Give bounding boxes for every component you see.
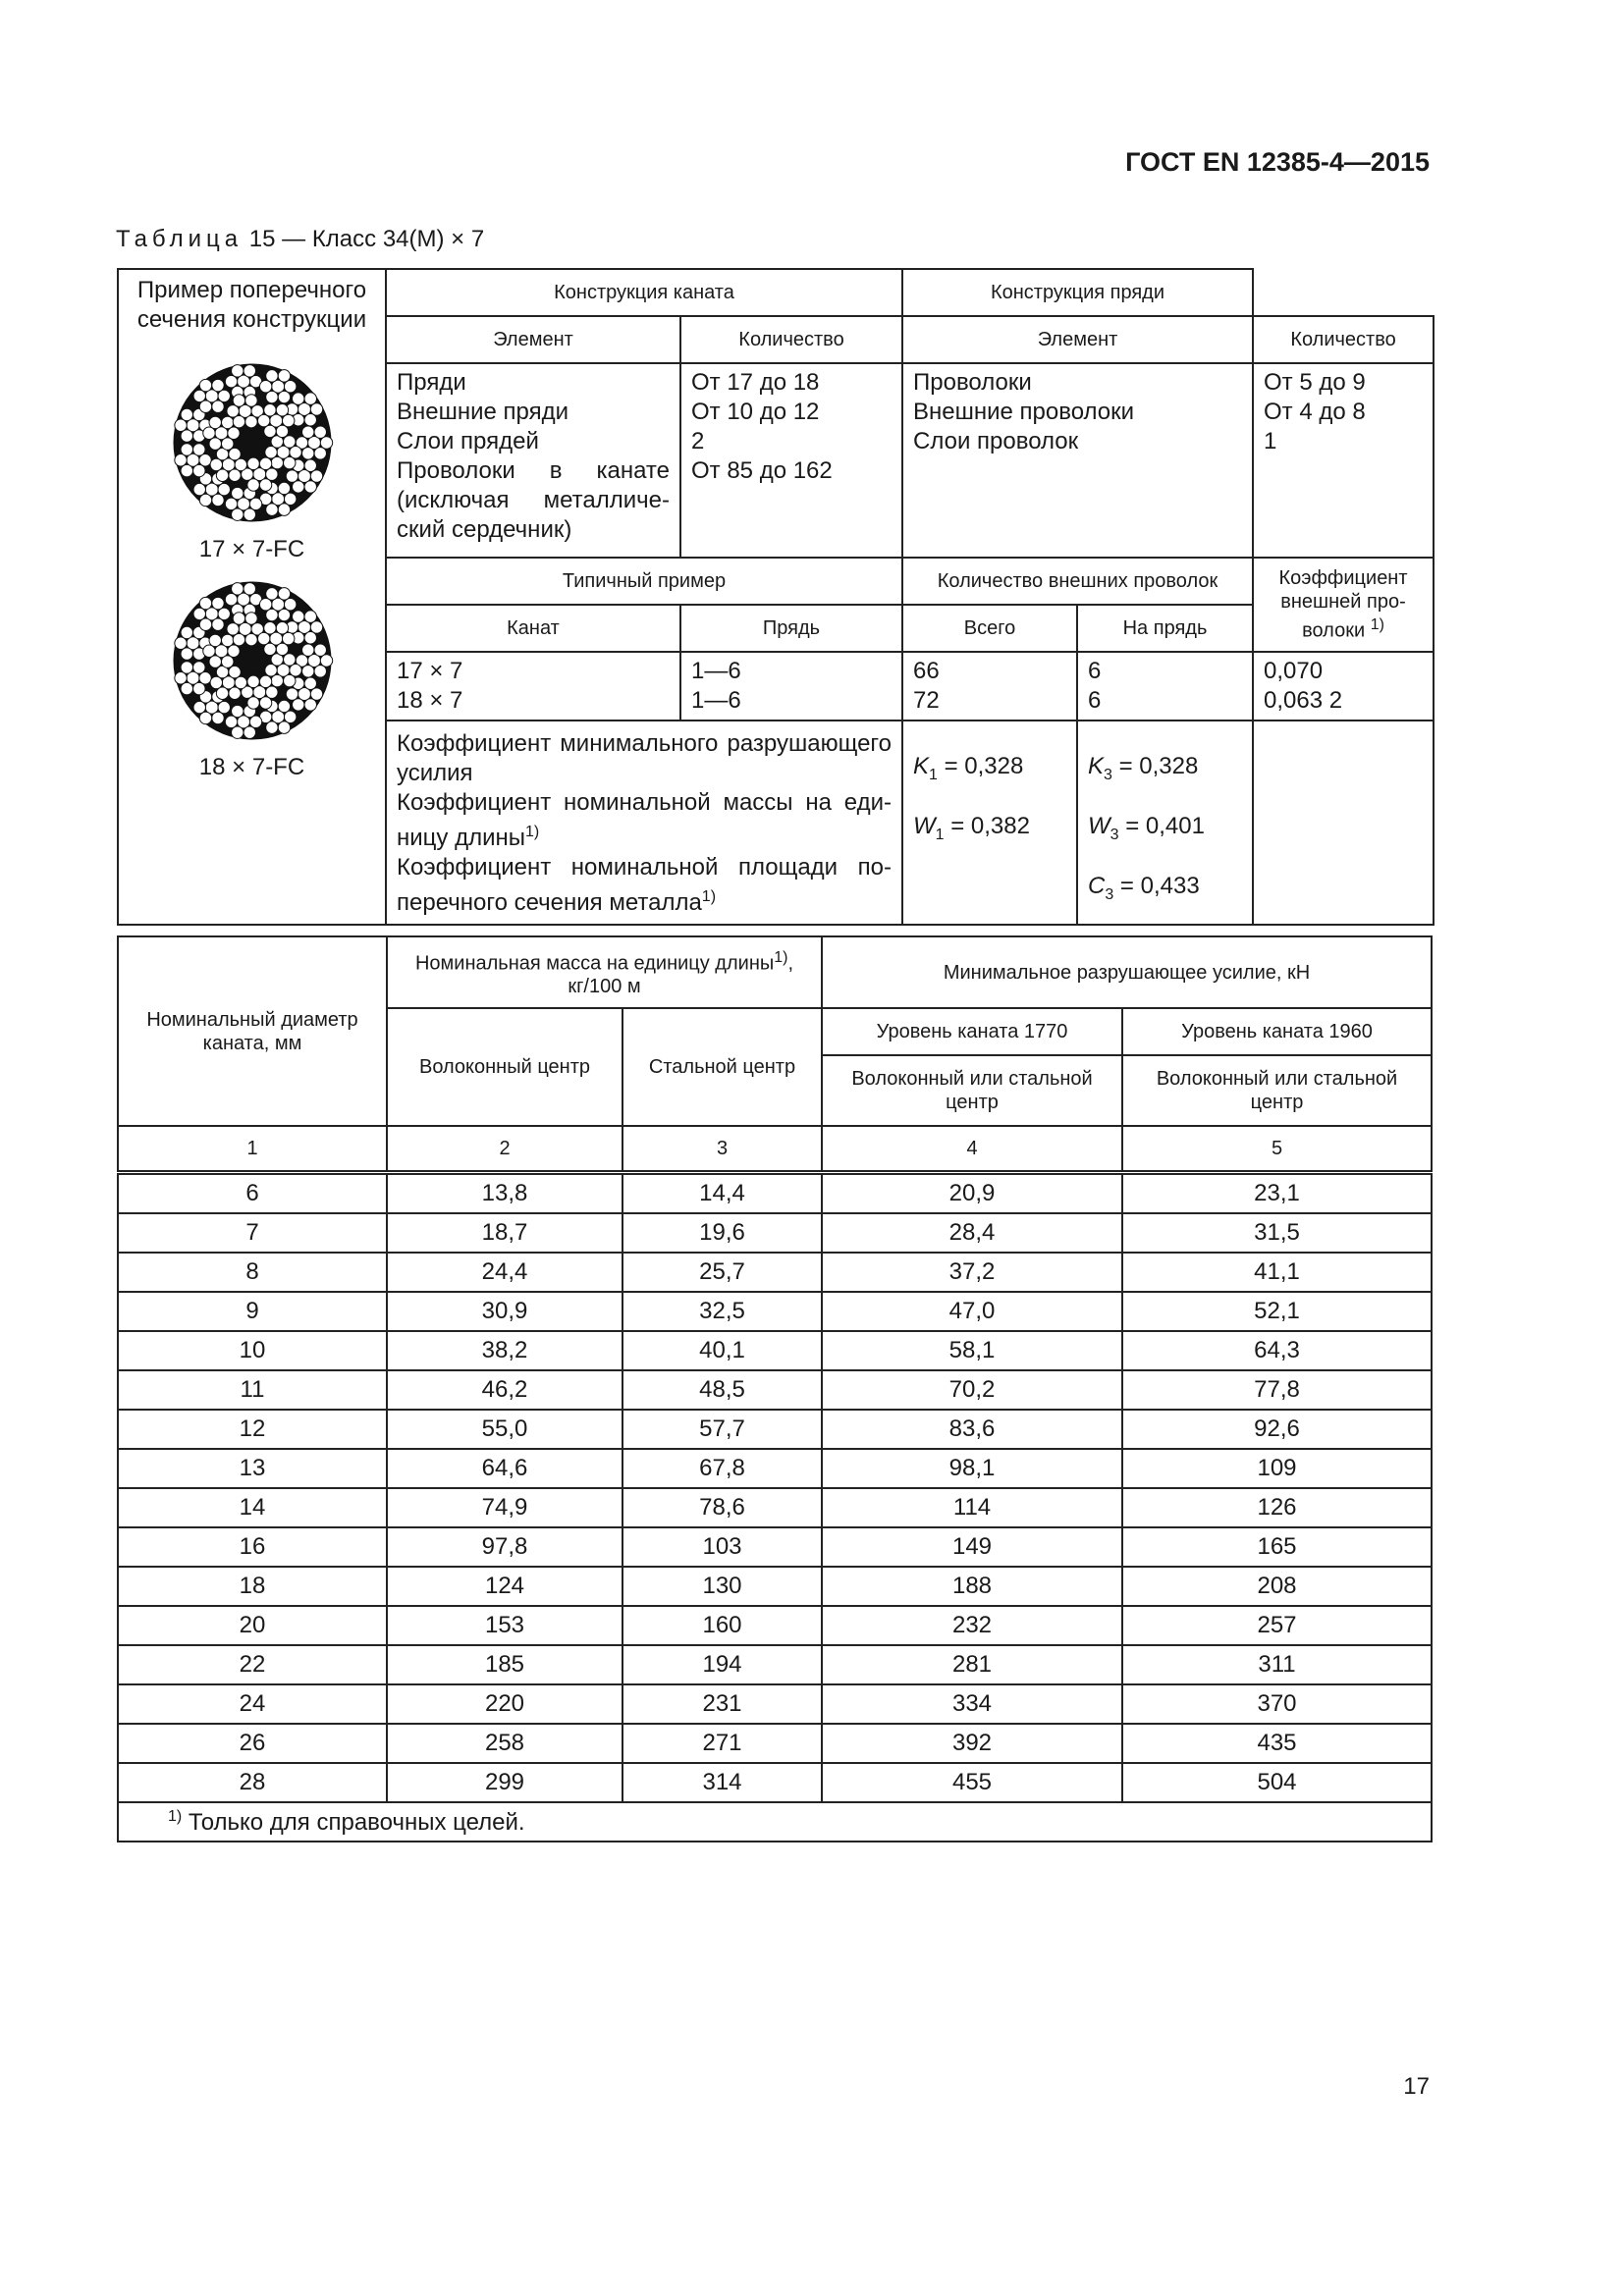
table-cell: 8	[118, 1253, 387, 1292]
strand-column-header: Прядь	[680, 605, 902, 652]
table-cell: 455	[822, 1763, 1122, 1802]
k3-factor: $K_3 = 0,328$	[1088, 753, 1199, 783]
table-cell: 126	[1122, 1488, 1432, 1527]
table-cell: 26	[118, 1724, 387, 1763]
table-row	[118, 1763, 1432, 1802]
table-cell: 160	[623, 1606, 822, 1645]
table-cell: 124	[387, 1567, 623, 1606]
table-cell: 149	[822, 1527, 1122, 1567]
w1-factor: $W_1 = 0,382$	[913, 812, 1030, 843]
column-number: 4	[822, 1126, 1122, 1173]
steel-core-header: Стальной центр	[623, 1008, 822, 1126]
table-cell: 58,1	[822, 1331, 1122, 1370]
table-cell: 64,3	[1122, 1331, 1432, 1370]
typical-rope-values	[386, 652, 680, 721]
table-row	[118, 1331, 1432, 1370]
cross-section-examples	[118, 269, 386, 925]
k1-factor: $K_1 = 0,328$	[913, 753, 1024, 783]
table-cell: 14,4	[623, 1173, 822, 1214]
table-cell: 74,9	[387, 1488, 623, 1527]
table-cell: 11	[118, 1370, 387, 1410]
factor-descriptions	[386, 721, 902, 925]
table-cell: 40,1	[623, 1331, 822, 1370]
table-row	[118, 1213, 1432, 1253]
example-title: Пример поперечного сечения конструкции	[136, 277, 367, 333]
table-cell: 97,8	[387, 1527, 623, 1567]
table-row	[118, 1724, 1432, 1763]
rope-element: Пряди	[397, 369, 466, 396]
table-cell: 334	[822, 1684, 1122, 1724]
strand-quantity: 1	[1264, 428, 1277, 454]
table-cell: 37,2	[822, 1253, 1122, 1292]
typical-strand: 1—6	[691, 658, 741, 684]
mass-header: Номинальная масса на единицу длины$^{1)}$, кг/100 м	[387, 936, 822, 1008]
values-table	[117, 935, 1433, 1842]
typical-strand-values	[680, 652, 902, 721]
table-cell: 7	[118, 1213, 387, 1253]
table-cell: 28	[118, 1763, 387, 1802]
table-cell: 25,7	[623, 1253, 822, 1292]
per-strand-column-header: На прядь	[1077, 605, 1253, 652]
rope-element: Слои прядей	[397, 428, 539, 454]
strand-element: Проволоки	[913, 369, 1032, 396]
table-row	[118, 1292, 1432, 1331]
table-cell: 370	[1122, 1684, 1432, 1724]
table-cell: 23,1	[1122, 1173, 1432, 1214]
typical-rope: 18 × 7	[397, 687, 463, 714]
strand-quantity: От 5 до 9	[1264, 369, 1366, 396]
table-cell: 24,4	[387, 1253, 623, 1292]
table-row	[118, 1173, 1432, 1214]
table-cell: 12	[118, 1410, 387, 1449]
table-cell: 28,4	[822, 1213, 1122, 1253]
table-cell: 83,6	[822, 1410, 1122, 1449]
fiber-or-steel-header: Волоконный или стальной центр	[1122, 1055, 1432, 1126]
table-cell: 208	[1122, 1567, 1432, 1606]
outer-wires-total: 66	[913, 658, 940, 684]
table-cell: 55,0	[387, 1410, 623, 1449]
table-cell: 19,6	[623, 1213, 822, 1253]
rope-construction-header: Конструкция каната	[386, 269, 902, 316]
rope-elements	[386, 363, 680, 558]
outer-wires-total-values	[902, 652, 1077, 721]
table-cell: 220	[387, 1684, 623, 1724]
rope-column-header: Канат	[386, 605, 680, 652]
diameter-header: Номинальный диаметр каната, мм	[118, 936, 387, 1126]
table-cell: 231	[623, 1684, 822, 1724]
table-row	[118, 1488, 1432, 1527]
rope-quantity: От 85 до 162	[691, 457, 833, 484]
caption-title: 15 — Класс 34(M) × 7	[248, 226, 485, 252]
table-cell: 98,1	[822, 1449, 1122, 1488]
empty-cell	[1253, 721, 1434, 925]
rope-quantity-header: Количество	[680, 316, 902, 363]
table-cell: 6	[118, 1173, 387, 1214]
table-cell: 9	[118, 1292, 387, 1331]
w3-factor: $W_3 = 0,401$	[1088, 812, 1205, 843]
rope-quantity: 2	[691, 428, 705, 454]
table-cell: 271	[623, 1724, 822, 1763]
outer-wires-header: Количество внешних проволок	[902, 558, 1253, 605]
figure-label-18x7: 18 × 7-FC	[198, 754, 305, 780]
strand-element: Слои проволок	[913, 428, 1079, 454]
rope-cross-section-icon	[164, 354, 341, 531]
table-cell: 103	[623, 1527, 822, 1567]
outer-wires-per-strand: 6	[1088, 687, 1102, 714]
table-cell: 257	[1122, 1606, 1432, 1645]
table-cell: 30,9	[387, 1292, 623, 1331]
table-row	[118, 1645, 1432, 1684]
table-cell: 281	[822, 1645, 1122, 1684]
c3-factor: $C_3 = 0,433$	[1088, 872, 1200, 903]
table-cell: 504	[1122, 1763, 1432, 1802]
table-cell: 13,8	[387, 1173, 623, 1214]
page-number: 17	[1403, 2073, 1430, 2100]
table-cell: 67,8	[623, 1449, 822, 1488]
table-cell: 130	[623, 1567, 822, 1606]
k-factor-description: Коэффициент минимального разрушающего усилия	[397, 730, 892, 786]
table-cell: 16	[118, 1527, 387, 1567]
table-cell: 153	[387, 1606, 623, 1645]
rope-element: Проволоки в канате (исключая металлический сердечник)	[397, 457, 670, 543]
factors-17x7	[902, 721, 1077, 925]
table-cell: 299	[387, 1763, 623, 1802]
table-cell: 18	[118, 1567, 387, 1606]
table-cell: 57,7	[623, 1410, 822, 1449]
fiber-core-header: Волоконный центр	[387, 1008, 623, 1126]
table-cell: 47,0	[822, 1292, 1122, 1331]
fiber-or-steel-header: Волоконный или стальной центр	[822, 1055, 1122, 1126]
strand-quantities	[1253, 363, 1434, 558]
outer-wires-total: 72	[913, 687, 940, 714]
table-row	[118, 1567, 1432, 1606]
typical-example-header: Типичный пример	[386, 558, 902, 605]
table-cell: 41,1	[1122, 1253, 1432, 1292]
strand-quantity: От 4 до 8	[1264, 399, 1366, 425]
table-caption	[116, 226, 484, 253]
table-cell: 10	[118, 1331, 387, 1370]
outer-wire-coef: 0,070	[1264, 658, 1324, 684]
table-cell: 165	[1122, 1527, 1432, 1567]
column-number: 5	[1122, 1126, 1432, 1173]
table-row	[118, 1449, 1432, 1488]
table-cell: 188	[822, 1567, 1122, 1606]
table-cell: 46,2	[387, 1370, 623, 1410]
total-column-header: Всего	[902, 605, 1077, 652]
rope-element-header: Элемент	[386, 316, 680, 363]
table-row	[118, 1527, 1432, 1567]
table-cell: 232	[822, 1606, 1122, 1645]
table-cell: 311	[1122, 1645, 1432, 1684]
table-cell: 194	[623, 1645, 822, 1684]
table-cell: 185	[387, 1645, 623, 1684]
grade-1770-header: Уровень каната 1770	[822, 1008, 1122, 1055]
table-cell: 22	[118, 1645, 387, 1684]
outer-wires-per-strand: 6	[1088, 658, 1102, 684]
table-cell: 14	[118, 1488, 387, 1527]
table-row	[118, 1684, 1432, 1724]
rope-quantities	[680, 363, 902, 558]
column-number: 1	[118, 1126, 387, 1173]
table-cell: 31,5	[1122, 1213, 1432, 1253]
rope-cross-section-icon	[164, 572, 341, 749]
table-cell: 314	[623, 1763, 822, 1802]
table-row	[118, 1253, 1432, 1292]
table-cell: 77,8	[1122, 1370, 1432, 1410]
column-number: 2	[387, 1126, 623, 1173]
column-numbers-row	[118, 1126, 1432, 1173]
table-cell: 114	[822, 1488, 1122, 1527]
construction-table	[117, 268, 1435, 926]
typical-rope: 17 × 7	[397, 658, 463, 684]
rope-quantity: От 17 до 18	[691, 369, 820, 396]
rope-element: Внешние пряди	[397, 399, 569, 425]
document-id: ГОСТ EN 12385-4—2015	[1125, 147, 1430, 177]
table-cell: 48,5	[623, 1370, 822, 1410]
table-cell: 92,6	[1122, 1410, 1432, 1449]
table-cell: 70,2	[822, 1370, 1122, 1410]
strand-construction-header: Конструкция пряди	[902, 269, 1253, 316]
outer-wires-per-strand-values	[1077, 652, 1253, 721]
c-factor-description: Коэффициент номинальной площади поперечного сечения металла$^{1)}$	[397, 854, 892, 916]
table-row	[118, 1370, 1432, 1410]
force-header: Минимальное разрушающее усилие, кН	[822, 936, 1432, 1008]
table-cell: 78,6	[623, 1488, 822, 1527]
strand-element-header: Элемент	[902, 316, 1253, 363]
strand-elements	[902, 363, 1253, 558]
strand-quantity-header: Количество	[1253, 316, 1434, 363]
w-factor-description: Коэффициент номинальной массы на единицу длины$^{1)}$	[397, 789, 892, 851]
factors-18x7	[1077, 721, 1253, 925]
table-cell: 32,5	[623, 1292, 822, 1331]
outer-wire-coef-values	[1253, 652, 1434, 721]
table-cell: 435	[1122, 1724, 1432, 1763]
outer-wire-coef: 0,063 2	[1264, 687, 1343, 714]
table-cell: 20	[118, 1606, 387, 1645]
table-row	[118, 1606, 1432, 1645]
table-cell: 64,6	[387, 1449, 623, 1488]
table-row	[118, 1410, 1432, 1449]
table-cell: 258	[387, 1724, 623, 1763]
table-cell: 24	[118, 1684, 387, 1724]
table-cell: 392	[822, 1724, 1122, 1763]
table-cell: 38,2	[387, 1331, 623, 1370]
typical-strand: 1—6	[691, 687, 741, 714]
outer-wire-coef-header: Коэффициент внешней проволоки $^{1)}$	[1253, 558, 1434, 652]
caption-label: Таблица	[116, 226, 244, 252]
table-cell: 18,7	[387, 1213, 623, 1253]
figure-label-17x7: 17 × 7-FC	[198, 536, 305, 562]
table-cell: 109	[1122, 1449, 1432, 1488]
column-number: 3	[623, 1126, 822, 1173]
strand-element: Внешние проволоки	[913, 399, 1135, 425]
table-cell: 20,9	[822, 1173, 1122, 1214]
data-rows	[118, 1173, 1432, 1803]
table-cell: 52,1	[1122, 1292, 1432, 1331]
rope-quantity: От 10 до 12	[691, 399, 820, 425]
table-cell: 13	[118, 1449, 387, 1488]
grade-1960-header: Уровень каната 1960	[1122, 1008, 1432, 1055]
footnote: $^{1)}$ Только для справочных целей.	[118, 1802, 1432, 1842]
